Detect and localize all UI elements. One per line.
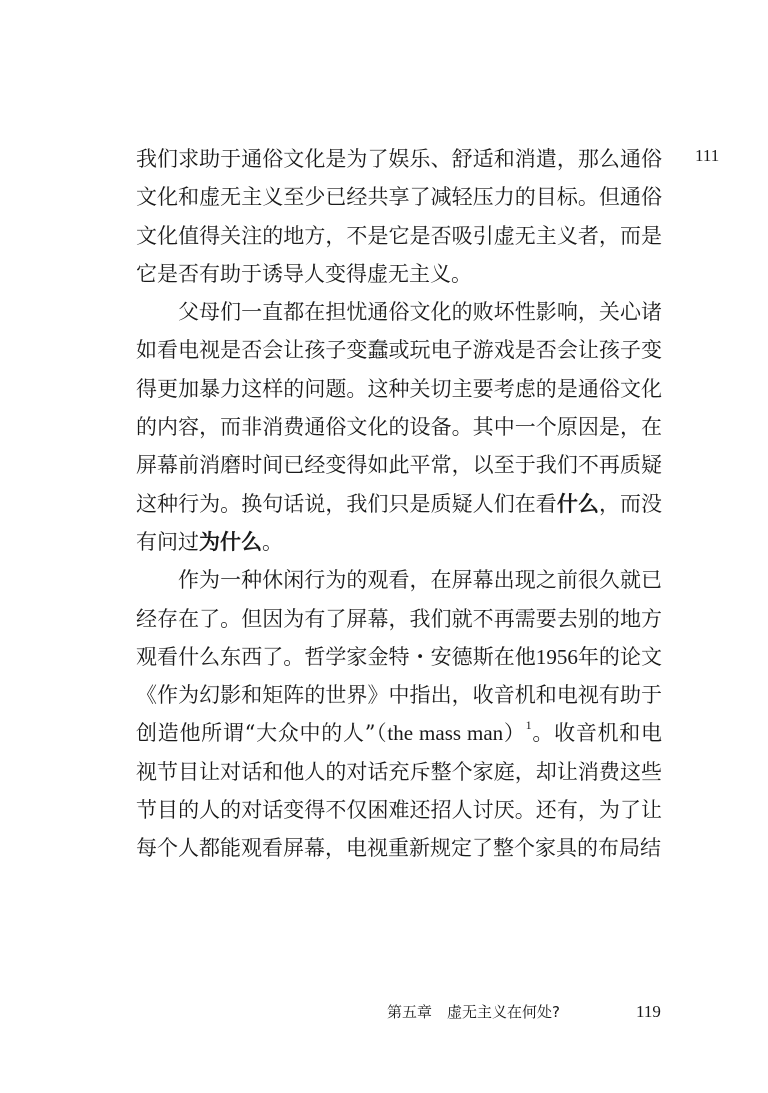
paragraph-3-text-middle: 年的论文《作为幻影和矩阵的世界》中指出，收音机和电视有助于创造他所谓“大众中的人”（ — [136, 644, 663, 746]
paragraph-2-text-start: 父母们一直都在担忧通俗文化的败坏性影响，关心诸如看电视是否会让孩子变蠢或玩电子游戏是否会让孩子变得更加暴力这样的问题。这种关切主要考虑的是通俗文化的内容，而非消费通俗文化的设备。其中一个原因是，在屏幕前消磨时间已经变得如此平常，以至于我们不再质疑这种行为。换句话说，我们只是质疑人们在看 — [136, 300, 662, 516]
emphasis-why: 为什么 — [199, 529, 262, 554]
emphasis-what: 什么 — [556, 491, 599, 516]
english-term: the mass man — [387, 721, 504, 746]
footnote-marker[interactable]: 1 — [525, 718, 532, 733]
paragraph-1: 我们求助于通俗文化是为了娱乐、舒适和消遣，那么通俗文化和虚无主义至少已经共享了减轻压力的目标。但通俗文化值得关注的地方，不是它是否吸引虚无主义者，而是它是否有助于诱导人变得虚无主义。 — [136, 147, 662, 286]
year-number: 1956 — [535, 644, 578, 669]
page-number: 119 — [636, 1002, 661, 1021]
paragraph-2-text-end: 。 — [262, 529, 283, 554]
running-chapter-title: 第五章 虚无主义在何处? — [387, 1003, 560, 1021]
paragraph-3-text-end: 。收音机和电视节目让对话和他人的对话充斥整个家庭，却让消费这些节目的人的对话变得不仅困难还招人讨厌。还有，为了让每个人都能观看屏幕，电视重新规定了整个家具的布局结 — [136, 721, 662, 861]
paragraph-3-text-start: 作为一种休闲行为的观看，在屏幕出现之前很久就已经存在了。但因为有了屏幕，我们就不再需要去别的地方观看什么东西了。哲学家金特・安德斯在他 — [136, 568, 662, 669]
paragraph-2-text-middle: ，而没有问过 — [136, 491, 663, 554]
body-text — [136, 140, 662, 868]
paragraph-3 — [136, 561, 662, 867]
closing-paren: ） — [503, 721, 526, 746]
paragraph-2 — [136, 293, 662, 561]
margin-page-reference: 111 — [695, 146, 720, 165]
